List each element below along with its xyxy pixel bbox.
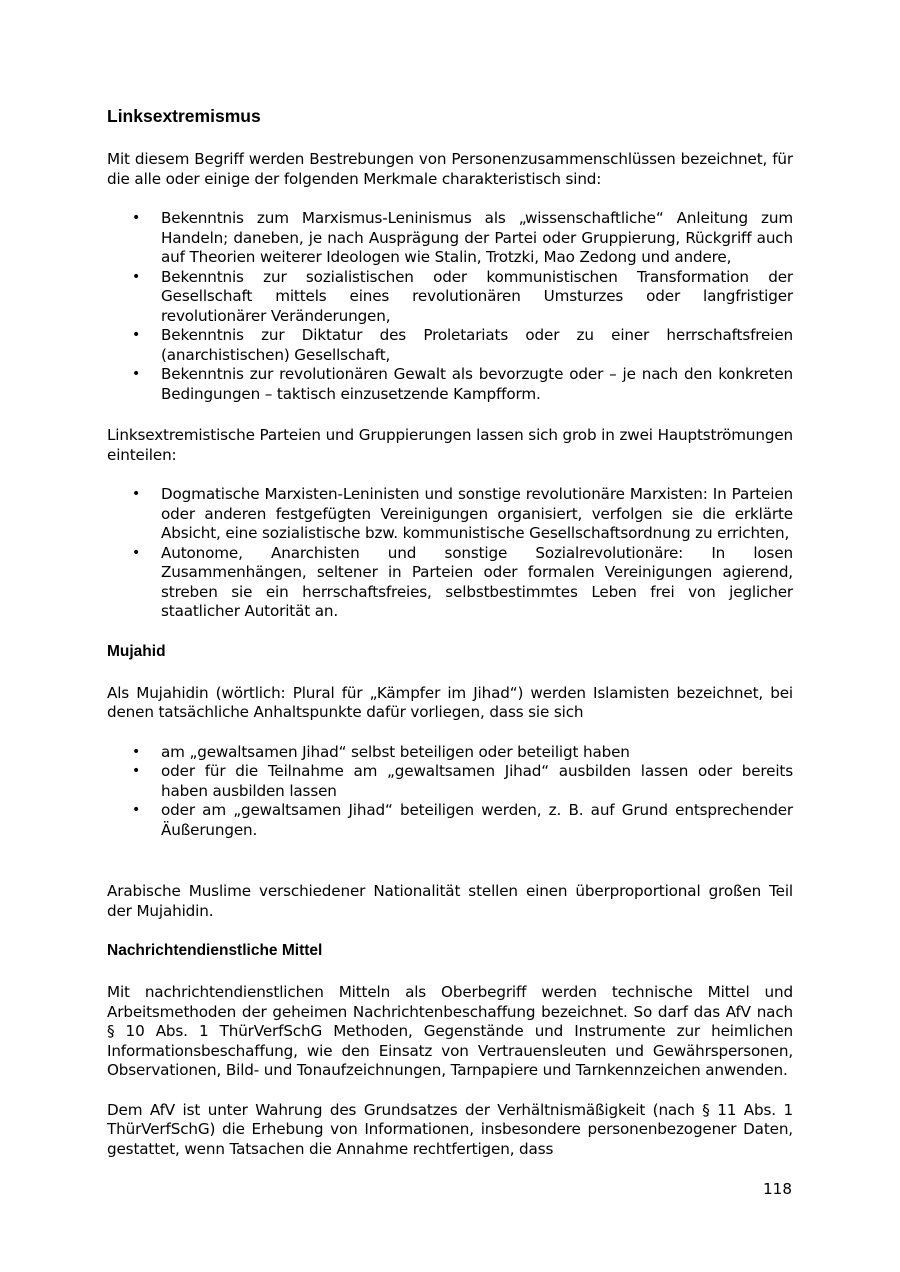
list-linksextremismus-streams: [107, 485, 793, 622]
list-linksextremismus-criteria: [107, 209, 793, 404]
paragraph-linksextremismus-intro: Mit diesem Begriff werden Bestrebungen von Personenzusammenschlüssen bezeichnet, für die alle oder einige der folgenden Merkmale charakteristisch sind:: [107, 150, 793, 188]
list-item: • oder am „gewaltsamen Jihad“ beteiligen werden, z. B. auf Grund entsprechender Äußerungen.: [107, 801, 793, 840]
paragraph-mujahid-intro: Als Mujahidin (wörtlich: Plural für „Kämpfer im Jihad“) werden Islamisten bezeichnet, bei denen tatsächliche Anhaltspunkte dafür vorliegen, dass sie sich: [107, 683, 793, 721]
list-item: • Bekenntnis zur Diktatur des Proletariats oder zu einer herrschaftsfreien (anarchistischen) Gesellschaft,: [107, 326, 793, 365]
paragraph-mittel-1: Mit nachrichtendienstlichen Mitteln als Oberbegriff werden technische Mittel und Arbeitsmethoden der geheimen Nachrichtenbeschaffung bezeichnet. So darf das AfV nach § 10 Abs. 1 ThürVerfSchG Methoden, Gegenstände und Instrumente zur heimlichen Informationsbeschaffung, wie den Einsatz von Vertrauensleuten und Gewährspersonen, Observationen, Bild- und Tonaufzeichnungen, Tarnpapiere und Tarnkennzeichen anwenden.: [107, 983, 793, 1079]
list-mujahid-items: [107, 743, 793, 841]
heading-mujahid: Mujahid: [107, 642, 166, 660]
list-item: • Dogmatische Marxisten-Leninisten und sonstige revolutionäre Marxisten: In Parteien oder anderen festgefügten Vereinigungen organisiert, verfolgen sie die erklärte Absicht, eine sozialistische bzw. kommunistische Gesellschaftsordnung zu errichten,: [107, 485, 793, 544]
paragraph-streams-intro: Linksextremistische Parteien und Gruppierungen lassen sich grob in zwei Hauptströmungen einteilen:: [107, 426, 793, 464]
list-item: • Bekenntnis zur sozialistischen oder kommunistischen Transformation der Gesellschaft mittels eines revolutionären Umsturzes oder langfristiger revolutionärer Veränderungen,: [107, 268, 793, 327]
list-item: • oder für die Teilnahme am „gewaltsamen Jihad“ ausbilden lassen oder bereits haben ausbilden lassen: [107, 762, 793, 801]
list-item: • Bekenntnis zum Marxismus-Leninismus als „wissenschaftliche“ Anleitung zum Handeln; daneben, je nach Ausprägung der Partei oder Gruppierung, Rückgriff auch auf Theorien weiterer Ideologen wie Stalin, Trotzki, Mao Zedong und andere,: [107, 209, 793, 268]
heading-nachrichtendienstliche-mittel: Nachrichtendienstliche Mittel: [107, 942, 323, 959]
list-item: • am „gewaltsamen Jihad“ selbst beteiligen oder beteiligt haben: [107, 743, 793, 763]
heading-linksextremismus: Linksextremismus: [107, 106, 261, 126]
paragraph-mujahid-closing: Arabische Muslime verschiedener Nationalität stellen einen überproportional großen Teil der Mujahidin.: [107, 882, 793, 920]
list-item: • Bekenntnis zur revolutionären Gewalt als bevorzugte oder – je nach den konkreten Bedingungen – taktisch einzusetzende Kampfform.: [107, 365, 793, 404]
page-number: 118: [763, 1180, 792, 1198]
document-page: [107, 104, 793, 1159]
list-item: • Autonome, Anarchisten und sonstige Sozialrevolutionäre: In losen Zusammenhängen, seltener in Parteien oder formalen Vereinigungen agierend, streben sie ein herrschaftsfreies, selbstbestimmtes Leben frei von jeglicher staatlicher Autorität an.: [107, 544, 793, 622]
paragraph-mittel-2: Dem AfV ist unter Wahrung des Grundsatzes der Verhältnismäßigkeit (nach § 11 Abs. 1 ThürVerfSchG) die Erhebung von Informationen, insbesondere personenbezogener Daten, gestattet, wenn Tatsachen die Annahme rechtfertigen, dass: [107, 1100, 793, 1158]
